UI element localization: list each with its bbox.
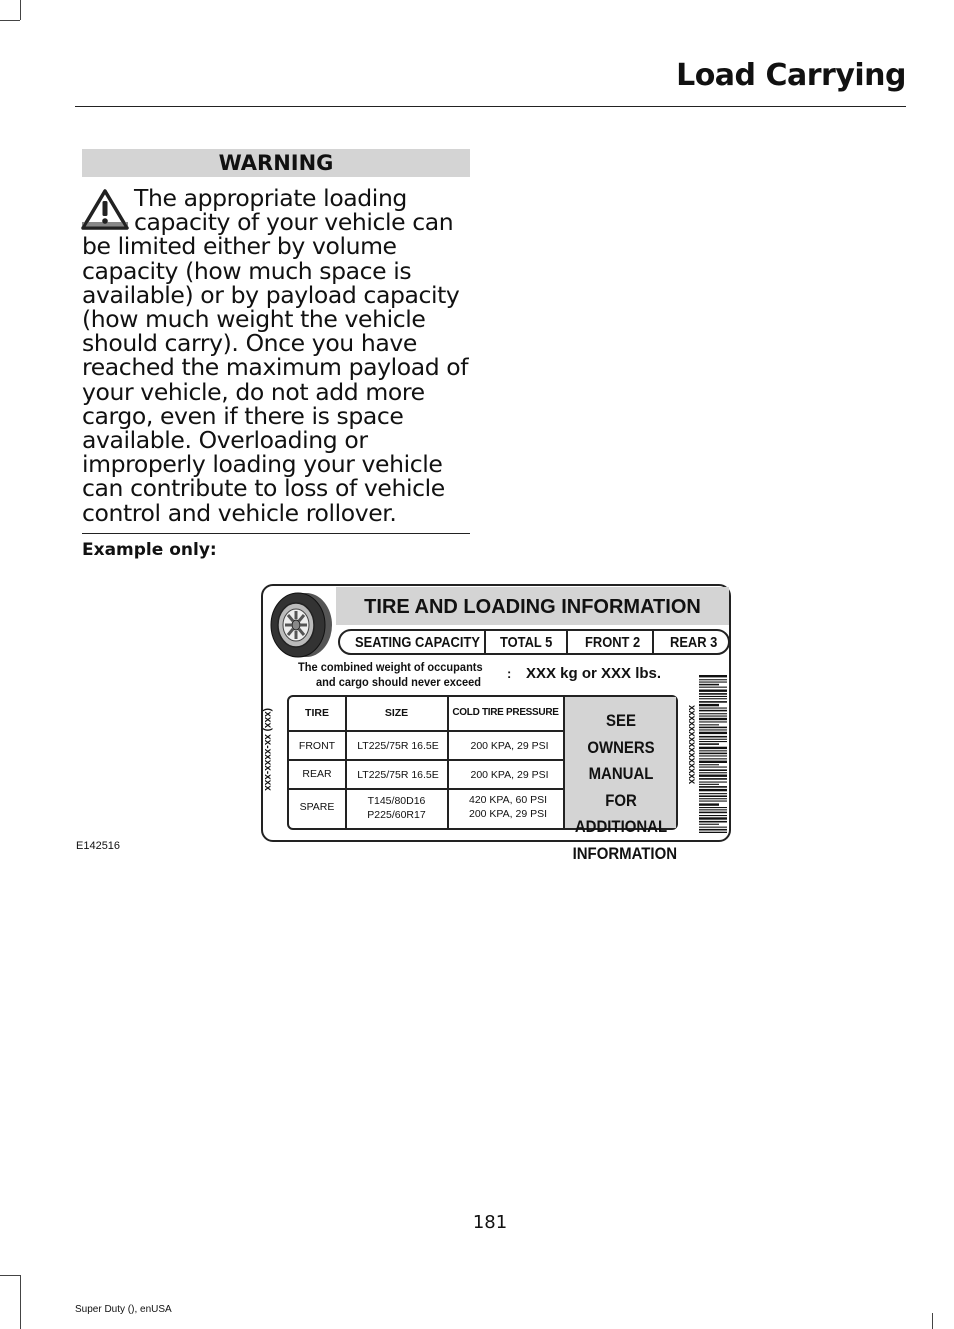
barcode-stripe: [699, 679, 727, 680]
barcode-stripe: [699, 801, 727, 802]
crop-mark: [20, 0, 21, 20]
see-owners-line: INFORMATION: [572, 843, 678, 863]
barcode-stripe: [699, 832, 727, 833]
table-rule: [289, 788, 564, 790]
warning-body: [82, 186, 474, 525]
barcode-stripe: [699, 782, 727, 783]
warning-text: The appropriate loading capacity of your vehicle can be limited either by volume capacity (how much space is available) or by payload capacity (how much weight the vehicle should carry). Once you have reached the maximum payload of your vehicle, do not add more cargo, even if there is space available. Overloading or improperly loading your vehicle can contribute to loss of vehicle control and vehicle rollover.: [82, 184, 469, 527]
row-spare-pressure-1: 420 KPA, 60 PSI: [468, 794, 548, 806]
placard-right-code: xxxxxxxxxxxxxxx: [686, 705, 697, 784]
seating-divider: [652, 631, 654, 653]
page-title: Load Carrying: [676, 58, 906, 93]
barcode-stripe: [699, 736, 727, 738]
barcode-stripe: [699, 710, 727, 712]
seating-total: TOTAL 5: [500, 634, 553, 651]
barcode-stripe: [699, 769, 727, 771]
row-rear-size: LT225/75R 16.5E: [357, 769, 439, 781]
seating-divider: [566, 631, 568, 653]
header-pressure: COLD TIRE PRESSURE: [452, 707, 559, 718]
seating-capacity-label: SEATING CAPACITY: [355, 634, 480, 651]
barcode-stripe: [699, 718, 727, 720]
barcode-stripe: [699, 716, 727, 717]
crop-mark: [932, 1313, 933, 1329]
table-rule: [289, 730, 564, 732]
barcode-stripe: [699, 764, 719, 765]
barcode-stripe: [699, 750, 727, 751]
combined-weight-line-1: The combined weight of occupants: [298, 660, 483, 674]
barcode-stripe: [699, 758, 727, 759]
crop-mark: [0, 1275, 20, 1276]
see-owners-line: ADDITIONAL: [574, 817, 668, 836]
barcode-stripe: [699, 824, 719, 825]
header-rule: [75, 106, 906, 107]
barcode-stripe: [699, 817, 727, 819]
barcode-stripe: [699, 778, 727, 780]
barcode-stripe: [699, 684, 719, 686]
barcode-stripe: [699, 741, 727, 742]
barcode-stripe: [699, 795, 727, 797]
barcode-stripe: [699, 708, 727, 709]
row-rear-pressure: 200 KPA, 29 PSI: [470, 769, 549, 781]
barcode-stripe: [699, 693, 727, 695]
seating-front: FRONT 2: [585, 634, 641, 651]
row-spare-size-1: T145/80D16: [367, 795, 426, 807]
barcode-stripe: [699, 812, 727, 814]
barcode-stripe: [699, 789, 727, 791]
barcode-stripe: [699, 798, 727, 799]
barcode-stripe: [699, 772, 727, 773]
placard-left-code: (xxx) xx-xxxx-xxx: [262, 708, 273, 791]
barcode-stripe: [699, 721, 727, 722]
row-front-pressure: 200 KPA, 29 PSI: [470, 740, 549, 752]
tire-icon: [268, 590, 334, 660]
barcode-stripe: [699, 724, 719, 725]
barcode-stripe: [699, 753, 727, 755]
combined-weight-line-2: and cargo should never exceed: [316, 675, 482, 689]
table-rule: [289, 759, 564, 761]
crop-mark: [20, 1275, 21, 1329]
barcode-stripe: [699, 761, 727, 763]
figure-id: E142516: [76, 840, 121, 852]
row-spare-tire: SPARE: [299, 801, 335, 813]
barcode-stripe: [699, 821, 727, 823]
warning-heading: WARNING: [82, 149, 470, 177]
placard-title: TIRE AND LOADING INFORMATION: [364, 596, 701, 618]
barcode-stripe: [699, 682, 727, 683]
seating-divider: [484, 631, 486, 653]
header-size: SIZE: [384, 707, 409, 719]
barcode-stripe: [699, 803, 719, 805]
combined-weight-limit: XXX kg or XXX lbs.: [526, 665, 662, 682]
footer-text: Super Duty (), enUSA: [75, 1304, 172, 1315]
barcode-stripe: [699, 786, 727, 788]
barcode-stripe: [699, 775, 727, 777]
barcode-stripe: [699, 809, 727, 810]
seating-rear: REAR 3: [670, 634, 718, 651]
barcode-stripe: [699, 784, 719, 785]
row-spare-pressure-2: 200 KPA, 29 PSI: [468, 808, 548, 820]
barcode-stripe: [699, 732, 727, 734]
barcode-stripe: [699, 807, 727, 808]
warning-rule: [82, 533, 470, 534]
barcode-stripe: [699, 747, 727, 749]
barcode-stripe: [699, 698, 727, 699]
barcode-stripe: [699, 793, 727, 794]
barcode: [699, 675, 727, 833]
row-rear-tire: REAR: [302, 768, 332, 780]
row-front-size: LT225/75R 16.5E: [357, 740, 439, 752]
see-owners-line: SEE OWNERS: [587, 711, 655, 757]
row-spare-size-2: P225/60R17: [367, 809, 426, 821]
page-number: 181: [472, 1212, 508, 1233]
see-owners-manual-text: [572, 708, 678, 867]
example-label: Example only:: [82, 540, 217, 560]
barcode-stripe: [699, 815, 727, 816]
barcode-stripe: [699, 739, 727, 740]
barcode-stripe: [699, 755, 727, 756]
row-front-tire: FRONT: [298, 740, 336, 752]
warning-triangle-icon: [80, 188, 130, 232]
crop-mark: [0, 20, 20, 21]
barcode-stripe: [699, 704, 719, 706]
barcode-stripe: [699, 829, 727, 831]
header-tire: TIRE: [305, 707, 329, 719]
barcode-stripe: [699, 767, 727, 768]
barcode-stripe: [699, 696, 727, 697]
barcode-stripe: [699, 729, 727, 730]
combined-weight-colon: :: [507, 666, 512, 681]
barcode-stripe: [699, 727, 727, 729]
barcode-stripe: [699, 687, 727, 688]
barcode-stripe: [699, 690, 727, 692]
barcode-stripe: [699, 701, 727, 703]
barcode-stripe: [699, 743, 719, 745]
barcode-stripe: [699, 827, 727, 828]
barcode-stripe: [699, 675, 727, 677]
barcode-stripe: [699, 713, 727, 714]
see-owners-line: MANUAL FOR: [588, 764, 654, 810]
